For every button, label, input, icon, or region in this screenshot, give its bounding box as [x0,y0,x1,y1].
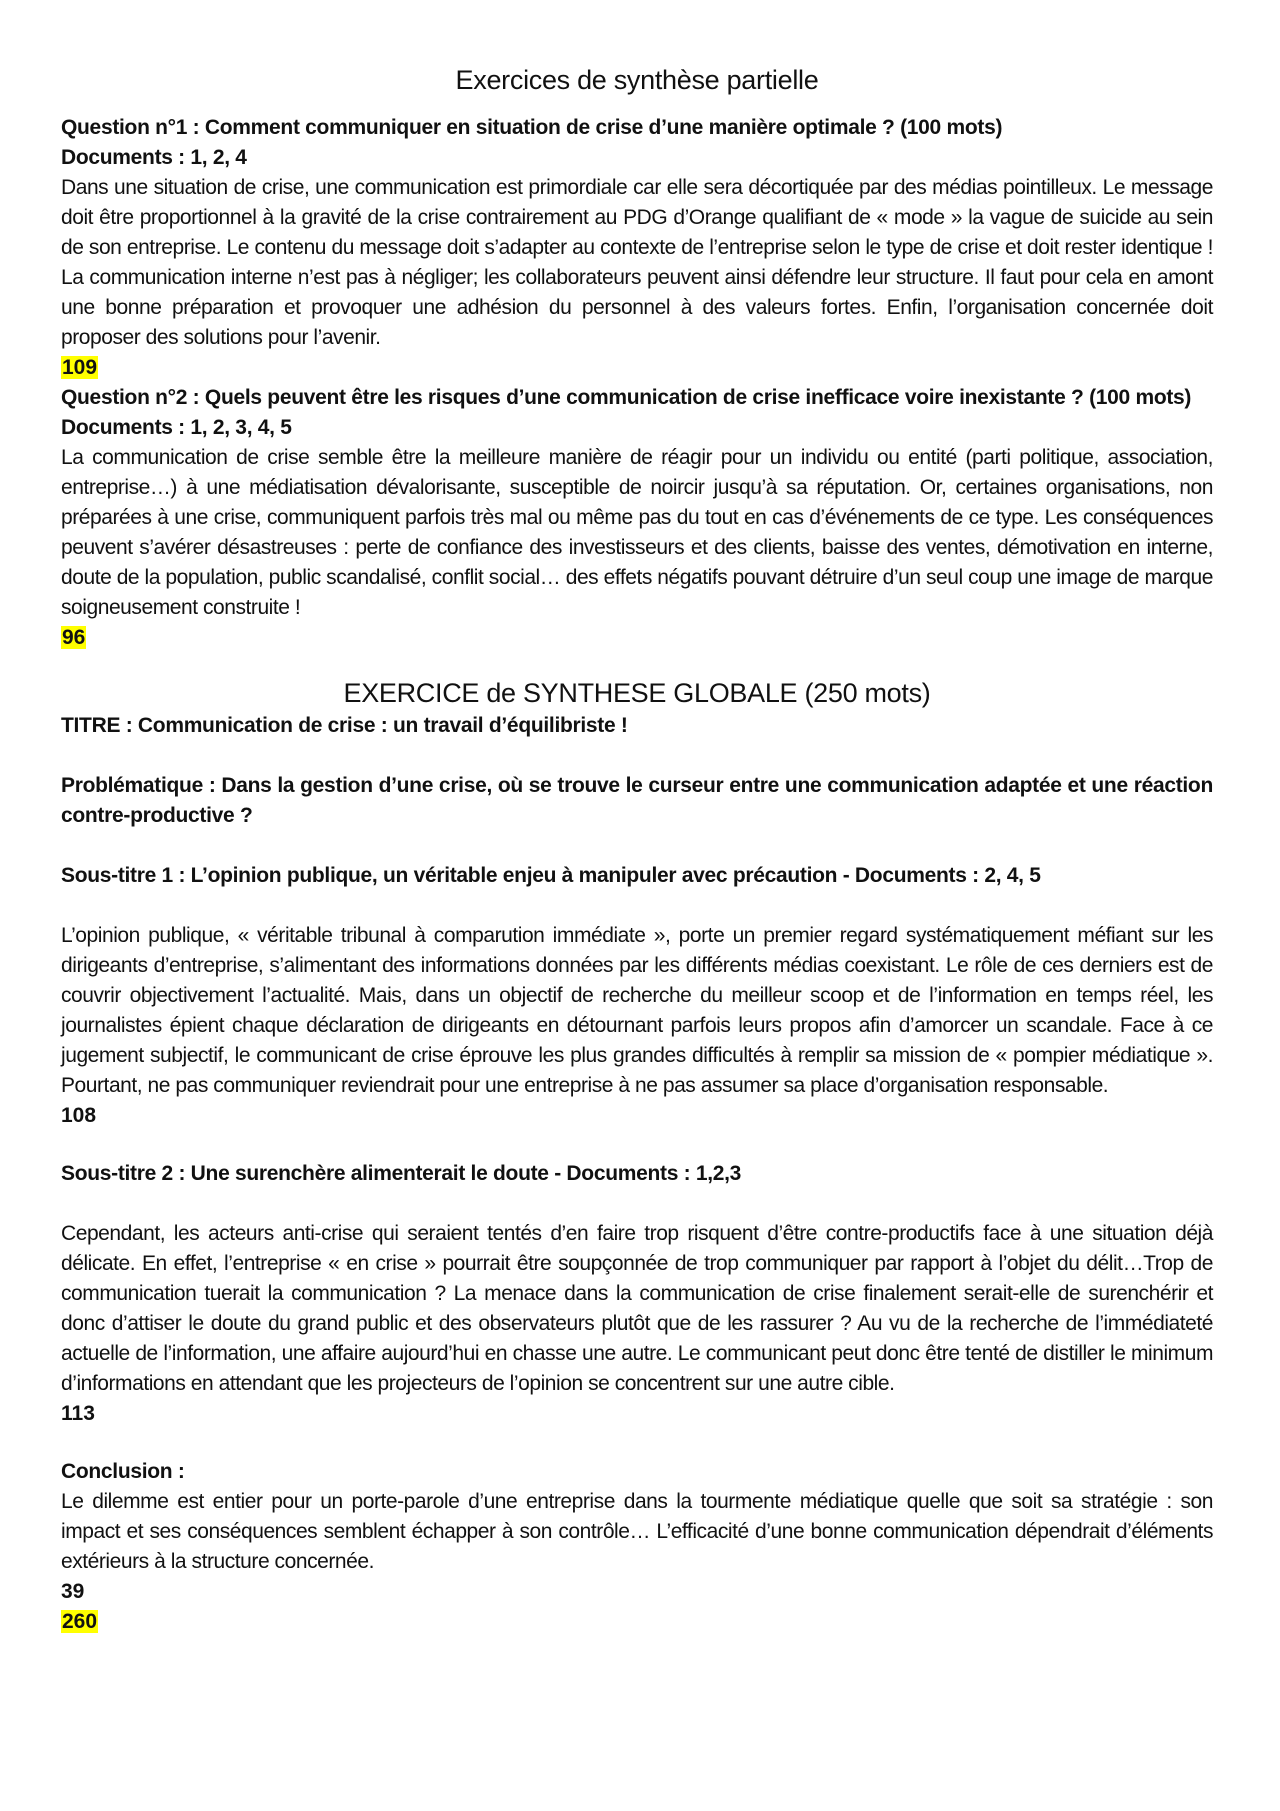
highlighted-count: 96 [62,626,86,649]
part-2-word-count: 113 [61,1402,95,1425]
spacer [61,831,1213,861]
page-title: Exercices de synthèse partielle [455,65,819,95]
question-2-answer: La communication de crise semble être la meilleure manière de réagir pour un individu ou entité (parti politique, association, entreprise…) à une médiatisation dévalorisante, susceptible de noircir jusqu’à sa réputation. Or, certaines organisations, non préparées à une crise, communiquent parfois très mal ou même pas du tout en cas d’événements de ce type. Les conséquences peuvent s’avérer désastreuses : perte de confiance des investisseurs et des clients, baisse des ventes, démotivation en interne, doute de la population, public scandalisé, conflit social… des effets négatifs pouvant détruire d’un seul coup une image de marque soigneusement construite ! [61,446,1213,619]
global-synthesis-title: EXERCICE de SYNTHESE GLOBALE (250 mots) [343,678,931,708]
question-1-word-count [61,353,1213,383]
spacer [61,891,1213,921]
highlighted-count: 260 [62,1610,98,1633]
question-2: Question n°2 : Quels peuvent être les risques d’une communication de crise inefficace voire inexistante ? (100 mots) [61,386,1192,409]
highlighted-count: 109 [62,356,98,379]
conclusion-word-count: 39 [61,1580,85,1603]
part-2-text: Cependant, les acteurs anti-crise qui seraient tentés d’en faire trop risquent d’être contre-productifs face à une situation déjà délicate. En effet, l’entreprise « en crise » pourrait être soupçonnée de trop communiquer par rapport à l’objet du délit…Trop de communication tuerait la communication ? La menace dans la communication de crise finalement serait-elle de surenchérir et donc d’attiser le doute du grand public et des observateurs plutôt que de les rassurer ? Au vu de la recherche de l’immédiateté actuelle de l’information, une affaire aujourd’hui en chasse une autre. Le communicant peut donc être tenté de distiller le minimum d’informations en attendant que les projecteurs de l’opinion se concentrent sur une autre cible. [61,1222,1213,1395]
question-2-documents: Documents : 1, 2, 3, 4, 5 [61,416,292,439]
problematique: Problématique : Dans la gestion d’une crise, où se trouve le curseur entre une communication adaptée et une réaction contre-productive ? [61,774,1213,827]
spacer [61,741,1213,771]
part-1-text: L’opinion publique, « véritable tribunal à comparution immédiate », porte un premier regard systématiquement méfiant sur les dirigeants d’entreprise, s’alimentant des informations données par les différents médias coexistant. Le rôle de ces derniers est de couvrir objectivement l’actualité. Mais, dans un objectif de recherche du meilleur scoop et de l’information en temps réel, les journalistes épient chaque déclaration de dirigeants en détournant parfois leurs propos afin d’amorcer un scandale. Face à ce jugement subjectif, le communicant de crise éprouve les plus grandes difficultés à remplir sa mission de « pompier médiatique ». Pourtant, ne pas communiquer reviendrait pour une entreprise à ne pas assumer sa place d’organisation responsable. [61,924,1213,1097]
global-titre: TITRE : Communication de crise : un travail d’équilibriste ! [61,714,628,737]
spacer [61,1131,1213,1159]
question-1: Question n°1 : Comment communiquer en situation de crise d’une manière optimale ? (100 mots) [61,116,1003,139]
question-2-word-count [61,623,1213,653]
document-content [61,62,1213,1637]
spacer [61,1189,1213,1219]
conclusion-label: Conclusion : [61,1460,185,1483]
question-1-answer: Dans une situation de crise, une communication est primordiale car elle sera décortiquée par des médias pointilleux. Le message doit être proportionnel à la gravité de la crise contrairement au PDG d’Orange qualifiant de « mode » la vague de suicide au sein de son entreprise. Le contenu du message doit s’adapter au contexte de l’entreprise selon le type de crise et doit rester identique ! La communication interne n’est pas à négliger; les collaborateurs peuvent ainsi défendre leur structure. Il faut pour cela en amont une bonne préparation et provoquer une adhésion du personnel à des valeurs fortes. Enfin, l’organisation concernée doit proposer des solutions pour l’avenir. [61,176,1213,349]
subtitle-1: Sous-titre 1 : L’opinion publique, un véritable enjeu à manipuler avec précaution - Documents : 2, 4, 5 [61,864,1041,887]
total-word-count [61,1607,1213,1637]
subtitle-2: Sous-titre 2 : Une surenchère alimenterait le doute - Documents : 1,2,3 [61,1162,742,1185]
question-1-documents: Documents : 1, 2, 4 [61,146,247,169]
part-1-word-count: 108 [61,1104,97,1127]
spacer [61,1429,1213,1457]
conclusion-text: Le dilemme est entier pour un porte-parole d’une entreprise dans la tourmente médiatique quelle que soit sa stratégie : son impact et ses conséquences semblent échapper à son contrôle… L’efficacité d’une bonne communication dépendrait d’éléments extérieurs à la structure concernée. [61,1490,1213,1573]
